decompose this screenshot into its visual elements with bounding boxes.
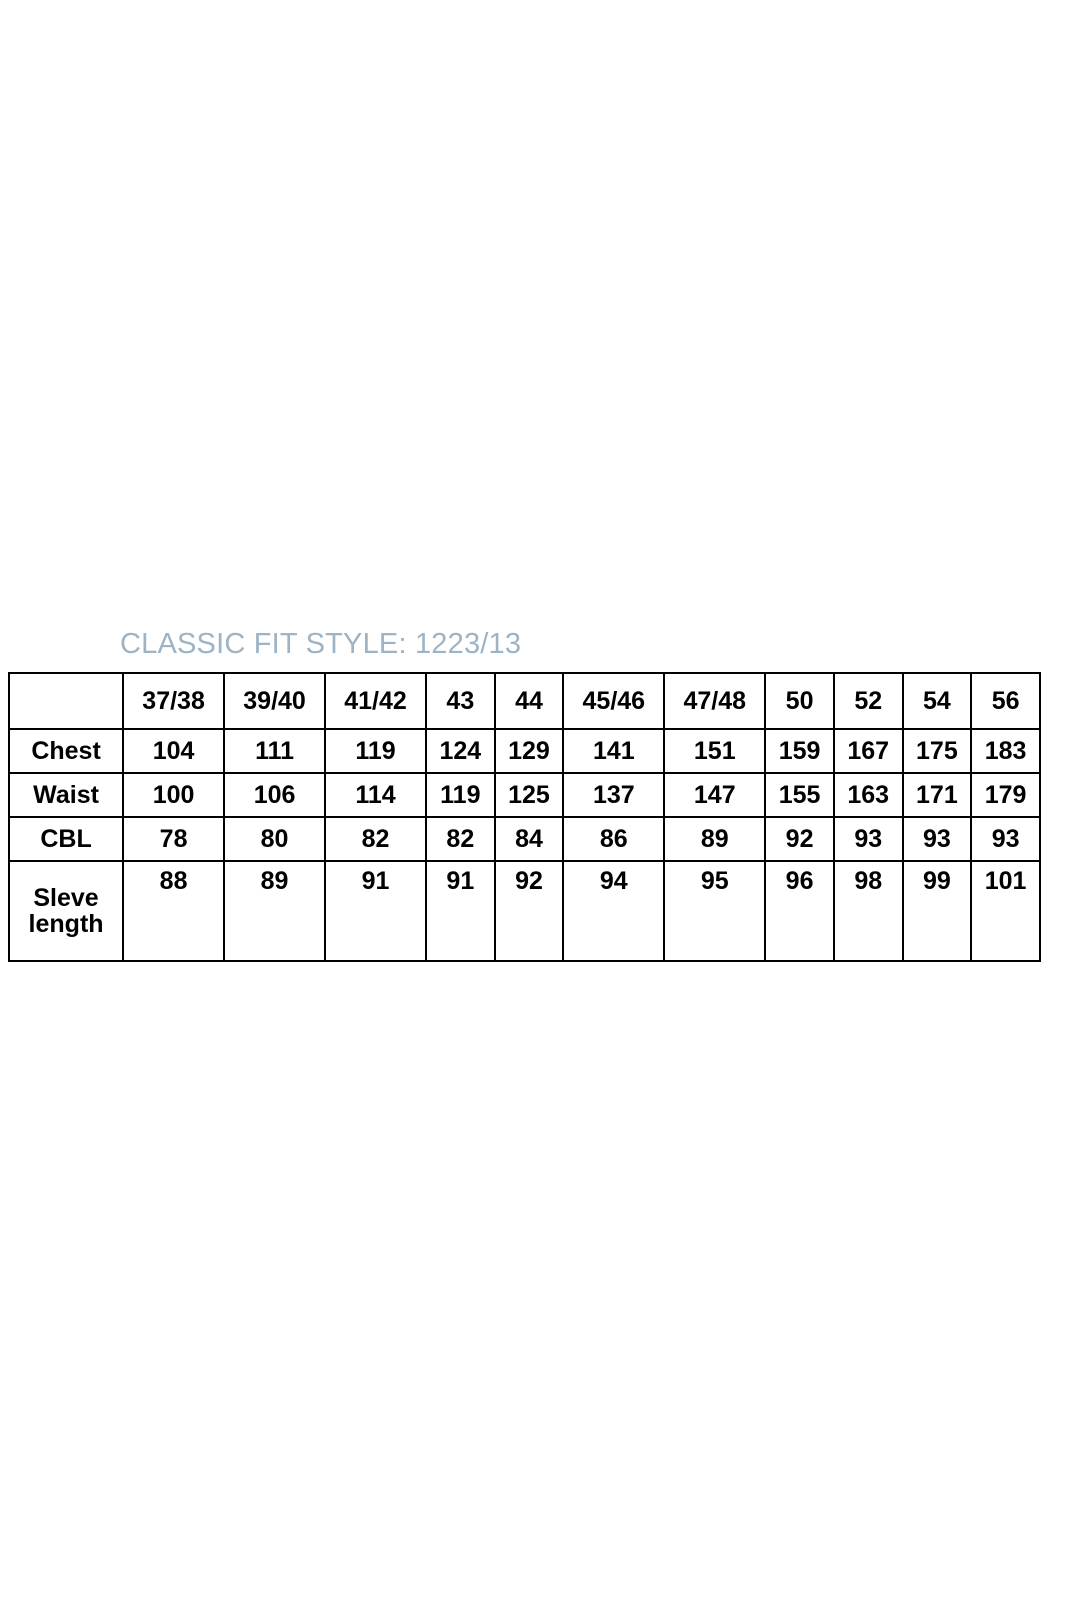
table-cell: 86 [563,817,664,861]
size-table-container [8,672,1041,962]
column-header: 39/40 [224,673,325,729]
table-cell: 80 [224,817,325,861]
table-cell: 91 [426,861,495,961]
table-cell: 137 [563,773,664,817]
table-cell: 93 [834,817,903,861]
table-cell: 104 [123,729,224,773]
row-header: CBL [9,817,123,861]
row-header: Waist [9,773,123,817]
row-header: Chest [9,729,123,773]
table-cell: 151 [664,729,765,773]
table-cell: 78 [123,817,224,861]
table-cell: 183 [971,729,1040,773]
column-header: 50 [765,673,834,729]
table-cell: 119 [325,729,426,773]
column-header: 44 [495,673,564,729]
column-header: 41/42 [325,673,426,729]
table-cell: 163 [834,773,903,817]
page-title: CLASSIC FIT STYLE: 1223/13 [120,628,522,660]
column-header: 52 [834,673,903,729]
table-row [9,729,1040,773]
table-cell: 92 [765,817,834,861]
table-cell: 119 [426,773,495,817]
table-cell: 141 [563,729,664,773]
column-header: 45/46 [563,673,664,729]
table-cell: 82 [325,817,426,861]
table-cell: 175 [903,729,972,773]
table-cell: 84 [495,817,564,861]
table-cell: 155 [765,773,834,817]
column-header: 54 [903,673,972,729]
size-table-header [9,673,1040,729]
table-cell: 147 [664,773,765,817]
table-cell: 96 [765,861,834,961]
table-cell: 95 [664,861,765,961]
table-header-row [9,673,1040,729]
table-row [9,861,1040,961]
table-cell: 89 [224,861,325,961]
table-corner-cell [9,673,123,729]
size-table [8,672,1041,962]
table-cell: 88 [123,861,224,961]
table-cell: 167 [834,729,903,773]
table-cell: 93 [971,817,1040,861]
size-table-body [9,729,1040,961]
column-header: 47/48 [664,673,765,729]
table-cell: 125 [495,773,564,817]
table-cell: 159 [765,729,834,773]
table-cell: 179 [971,773,1040,817]
table-cell: 124 [426,729,495,773]
table-cell: 92 [495,861,564,961]
table-cell: 94 [563,861,664,961]
table-cell: 106 [224,773,325,817]
table-cell: 129 [495,729,564,773]
table-cell: 91 [325,861,426,961]
table-cell: 101 [971,861,1040,961]
column-header: 43 [426,673,495,729]
table-cell: 98 [834,861,903,961]
table-row [9,817,1040,861]
table-cell: 171 [903,773,972,817]
table-cell: 82 [426,817,495,861]
table-cell: 114 [325,773,426,817]
table-cell: 111 [224,729,325,773]
table-cell: 99 [903,861,972,961]
column-header: 56 [971,673,1040,729]
column-header: 37/38 [123,673,224,729]
row-header: Sleve length [9,861,123,961]
table-cell: 93 [903,817,972,861]
table-cell: 89 [664,817,765,861]
table-cell: 100 [123,773,224,817]
table-row [9,773,1040,817]
